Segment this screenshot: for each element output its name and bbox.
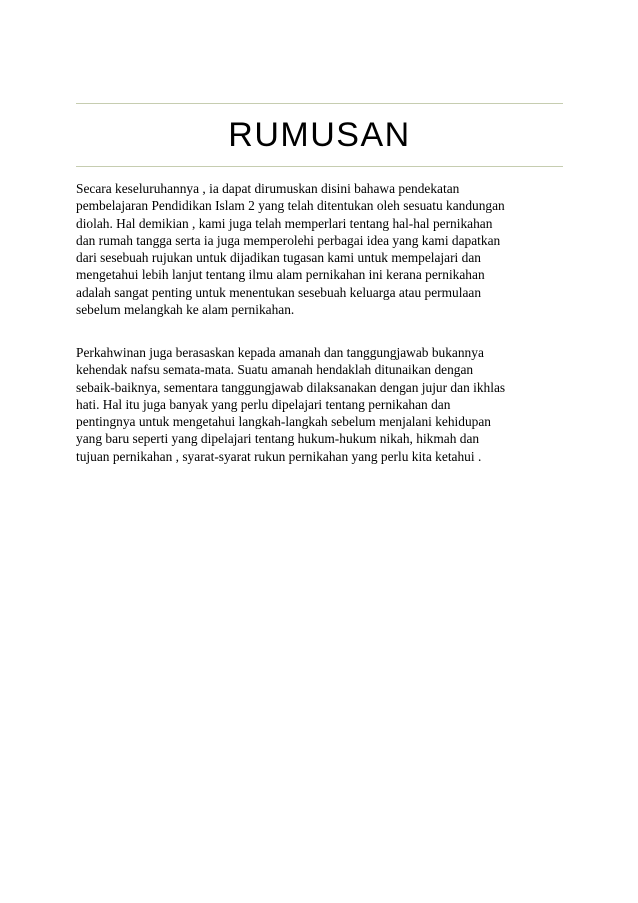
paragraph-2 (76, 344, 568, 465)
paragraph-line: hati. Hal itu juga banyak yang perlu dipelajari tentang pernikahan dan (76, 396, 451, 412)
paragraph-line: pentingnya untuk mengetahui langkah-langkah sebelum menjalani kehidupan (76, 414, 491, 430)
paragraph-line: yang baru seperti yang dipelajari tentang hukum-hukum nikah, hikmah dan (76, 431, 480, 447)
paragraph-line: mengetahui lebih lanjut tentang ilmu alam pernikahan ini kerana pernikahan (76, 267, 485, 283)
paragraph-line: tujuan pernikahan , syarat-syarat rukun pernikahan yang perlu kita ketahui . (76, 448, 482, 464)
page-title: RUMUSAN (228, 116, 411, 154)
paragraph-1 (76, 180, 568, 318)
paragraph-line: diolah. Hal demikian , kami juga telah memperlari tentang hal-hal pernikahan (76, 215, 493, 231)
title-bottom-rule (76, 166, 563, 167)
title-top-rule (76, 103, 563, 104)
paragraph-line: pembelajaran Pendidikan Islam 2 yang telah ditentukan oleh sesuatu kandungan (76, 198, 505, 214)
paragraph-line: adalah sangat penting untuk menentukan sesebuah keluarga atau permulaan (76, 284, 482, 300)
paragraph-line: Perkahwinan juga berasaskan kepada amanah dan tanggungjawab bukannya (76, 345, 484, 360)
paragraph-line: sebelum melangkah ke alam pernikahan. (76, 302, 295, 318)
paragraph-line: sebaik-baiknya, sementara tanggungjawab dilaksanakan dengan jujur dan ikhlas (76, 379, 506, 395)
paragraph-line: dan rumah tangga serta ia juga memperolehi perbagai idea yang kami dapatkan (76, 232, 501, 248)
paragraph-line: kehendak nafsu semata-mata. Suatu amanah hendaklah ditunaikan dengan (76, 362, 474, 378)
paragraph-line: dari sesebuah rujukan untuk dijadikan tugasan kami untuk mempelajari dan (76, 250, 481, 266)
paragraph-line: Secara keseluruhannya , ia dapat dirumuskan disini bahawa pendekatan (76, 181, 460, 196)
